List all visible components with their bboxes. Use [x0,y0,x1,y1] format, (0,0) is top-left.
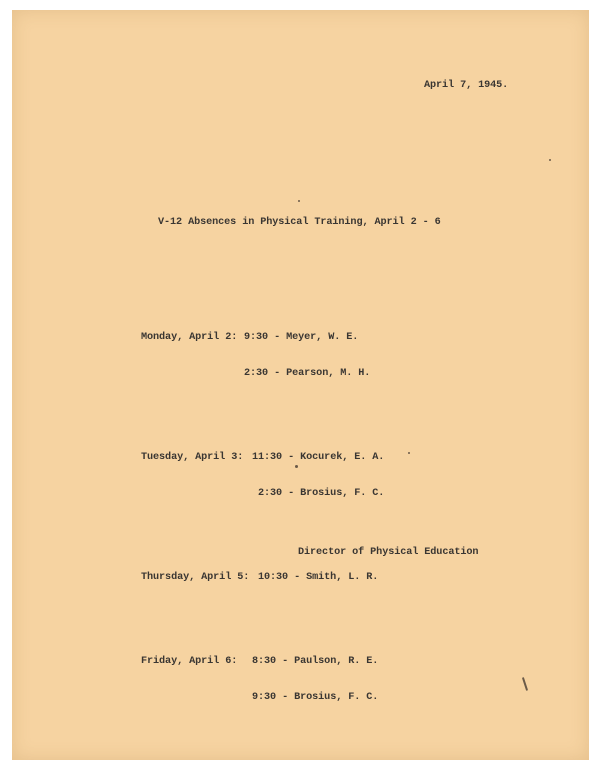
schedule-line: Thursday, April 5: 10:30 - Smith, L. R. [141,572,379,583]
schedule-line: 2:30 - Brosius, F. C. [258,488,385,499]
paper-sheet [12,10,589,760]
day-label-monday: Monday, April 2: [141,332,238,343]
document-title: V-12 Absences in Physical Training, April 2 - 6 [158,217,441,228]
entry-name: Brosius, F. C. [294,692,379,703]
paper-speck [549,159,551,161]
entry-name: Smith, L. R. [306,572,379,583]
entry-name: Paulson, R. E. [294,656,379,667]
entry-name: Kocurek, E. A. [300,452,385,463]
entry-name: Pearson, M. H. [286,368,371,379]
signature-line: Director of Physical Education [298,547,479,558]
entry-time: 2:30 [258,488,283,499]
entry-time: 9:30 [252,692,277,703]
paper-speck [295,465,298,468]
paper-mark [522,677,528,691]
day-label-thursday: Thursday, April 5: [141,572,250,583]
entry-time: 10:30 [258,572,289,583]
entry-time: 2:30 [244,368,269,379]
paper-speck [298,200,300,202]
schedule-line: 2:30 - Pearson, M. H. [244,368,371,379]
document-date: April 7, 1945. [424,80,509,91]
schedule-line: 9:30 - Brosius, F. C. [252,692,379,703]
day-label-tuesday: Tuesday, April 3: [141,452,244,463]
paper-speck [408,452,410,454]
entry-time: 11:30 [252,452,283,463]
schedule-line: Monday, April 2: 9:30 - Meyer, W. E. [141,332,359,343]
absence-schedule [141,296,384,728]
schedule-line: Tuesday, April 3: 11:30 - Kocurek, E. A. [141,452,385,463]
day-label-friday: Friday, April 6: [141,656,238,667]
entry-name: Meyer, W. E. [286,332,359,343]
entry-time: 8:30 [252,656,277,667]
entry-name: Brosius, F. C. [300,488,385,499]
schedule-line: Friday, April 6: 8:30 - Paulson, R. E. [141,656,379,667]
entry-time: 9:30 [244,332,269,343]
